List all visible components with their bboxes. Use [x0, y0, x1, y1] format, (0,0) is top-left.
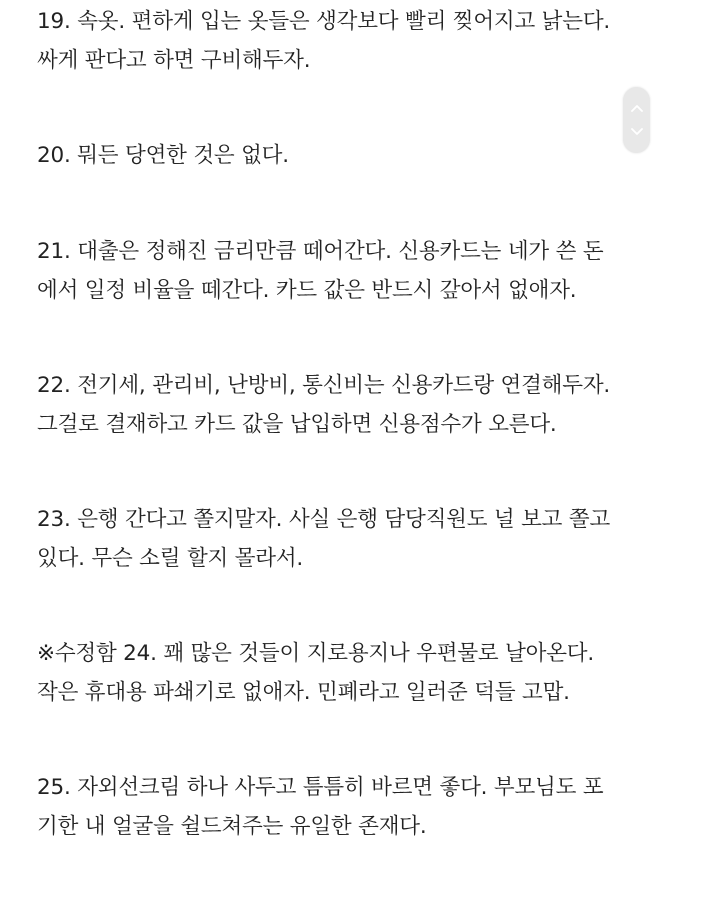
text-line: 20. 뭐든 당연한 것은 없다. [37, 143, 289, 168]
text-line: 작은 휴대용 파쇄기로 없애자. 민폐라고 일러준 덕들 고맙. [37, 680, 570, 705]
list-item-25 [37, 768, 697, 846]
text-line: 19. 속옷. 편하게 입는 옷들은 생각보다 빨리 찢어지고 낡는다. [37, 9, 611, 34]
chevron-down-icon[interactable] [630, 124, 644, 138]
text-line: 싸게 판다고 하면 구비해두자. [37, 48, 311, 73]
text-line: 그걸로 결재하고 카드 값을 납입하면 신용점수가 오른다. [37, 412, 557, 437]
text-line: 23. 은행 간다고 쫄지말자. 사실 은행 담당직원도 널 보고 쫄고 [37, 507, 611, 532]
scroll-control[interactable] [623, 87, 650, 153]
list-item-23 [37, 500, 697, 578]
text-line: 기한 내 얼굴을 쉴드쳐주는 유일한 존재다. [37, 814, 427, 839]
text-line: ※수정함 24. 꽤 많은 것들이 지로용지나 우편물로 날아온다. [37, 641, 595, 666]
text-line: 22. 전기세, 관리비, 난방비, 통신비는 신용카드랑 연결해두자. [37, 373, 611, 398]
list-item-24 [37, 634, 697, 712]
text-line: 에서 일정 비율을 떼간다. 카드 값은 반드시 갚아서 없애자. [37, 278, 577, 303]
article-body [37, 2, 697, 902]
list-item-20 [37, 136, 697, 175]
list-item-19 [37, 2, 697, 80]
text-line: 25. 자외선크림 하나 사두고 틈틈히 바르면 좋다. 부모님도 포 [37, 775, 604, 800]
list-item-22 [37, 366, 697, 444]
text-line: 21. 대출은 정해진 금리만큼 떼어간다. 신용카드는 네가 쓴 돈 [37, 239, 604, 264]
chevron-up-icon[interactable] [630, 102, 644, 116]
text-line: 있다. 무슨 소릴 할지 몰라서. [37, 546, 304, 571]
list-item-21 [37, 232, 697, 310]
